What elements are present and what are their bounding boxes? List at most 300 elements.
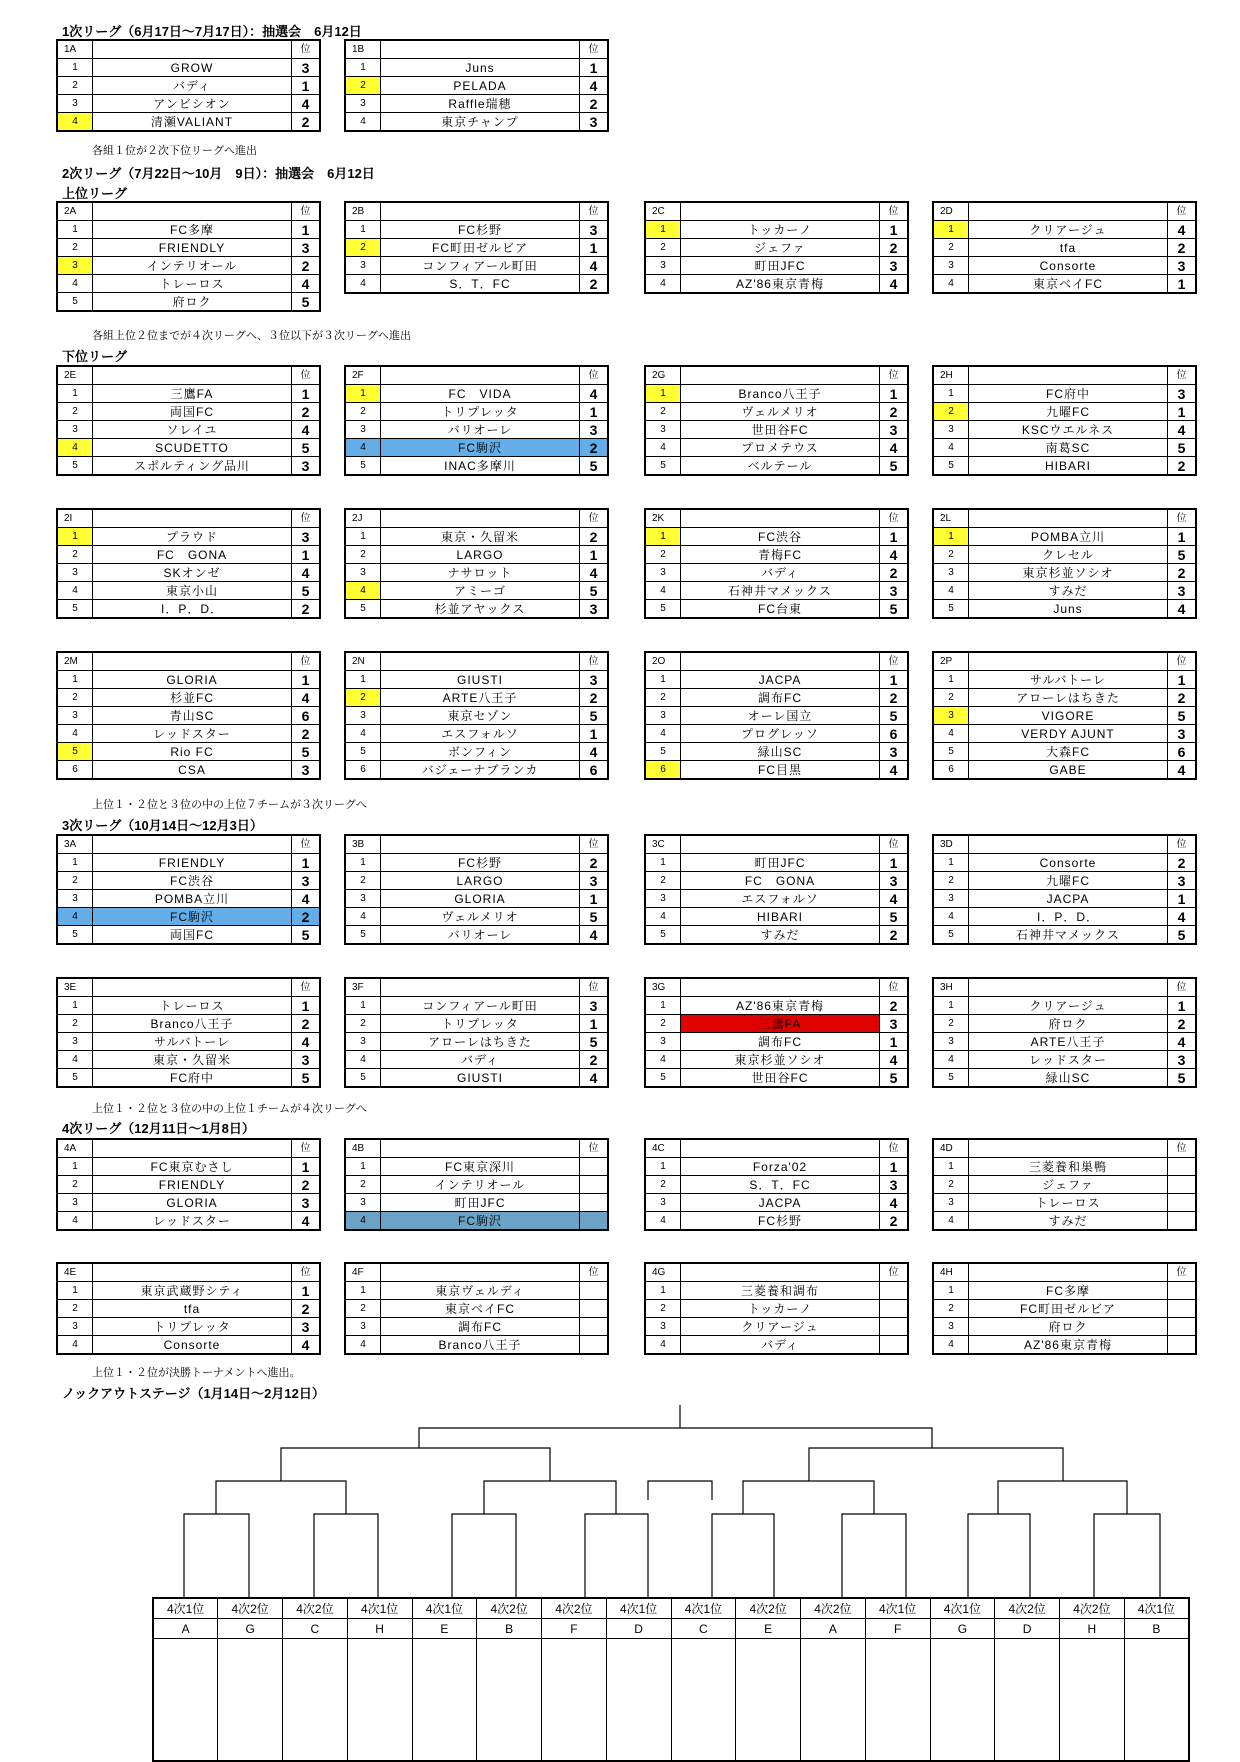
knockout-slot-team — [671, 1639, 736, 1762]
group-name: 3C — [645, 835, 681, 854]
team-name: ボンフィン — [381, 743, 580, 761]
team-name: FC多摩 — [969, 1282, 1168, 1300]
team-name: エスフォルソ — [681, 890, 880, 908]
team-name: FC GONA — [681, 872, 880, 890]
knockout-slot-group: H — [347, 1619, 412, 1639]
team-rank: 4 — [880, 761, 909, 780]
team-rank: 4 — [580, 257, 609, 275]
knockout-slot-rank: 4次1位 — [1124, 1598, 1189, 1619]
knockout-heading: ノックアウトステージ（1月14日〜2月12日） — [62, 1386, 325, 1401]
team-rank: 4 — [580, 385, 609, 403]
team-name: FRIENDLY — [93, 239, 292, 257]
team-name: ナサロット — [381, 564, 580, 582]
draw-number: 3 — [57, 257, 93, 275]
team-rank: 2 — [580, 528, 609, 546]
draw-number: 2 — [57, 77, 93, 95]
team-name: INAC多摩川 — [381, 457, 580, 476]
team-name: クリアージュ — [969, 221, 1168, 239]
team-name: トレーロス — [93, 997, 292, 1015]
team-rank: 1 — [292, 1158, 321, 1176]
team-rank: 4 — [880, 1194, 909, 1212]
group-name: 1A — [57, 40, 93, 59]
draw-number: 1 — [933, 997, 969, 1015]
team-rank: 1 — [1168, 671, 1197, 689]
team-rank: 3 — [1168, 582, 1197, 600]
knockout-slot-group: D — [995, 1619, 1060, 1639]
group-name: 3B — [345, 835, 381, 854]
draw-number: 1 — [933, 385, 969, 403]
team-rank: 5 — [1168, 707, 1197, 725]
rank-header: 位 — [880, 978, 909, 997]
team-rank: 3 — [880, 1176, 909, 1194]
draw-number: 4 — [57, 1051, 93, 1069]
draw-number: 3 — [345, 1033, 381, 1051]
knockout-slot-group: G — [218, 1619, 283, 1639]
team-name: プラウド — [93, 528, 292, 546]
team-name: トリプレッタ — [93, 1318, 292, 1336]
draw-number: 1 — [645, 671, 681, 689]
draw-number: 5 — [57, 457, 93, 476]
team-name: バディ — [93, 77, 292, 95]
knockout-slot-rank: 4次2位 — [801, 1598, 866, 1619]
draw-number: 5 — [645, 926, 681, 945]
draw-number: 3 — [57, 564, 93, 582]
team-name: レッドスター — [93, 725, 292, 743]
draw-number: 2 — [645, 239, 681, 257]
knockout-slot-rank: 4次2位 — [477, 1598, 542, 1619]
team-rank: 1 — [292, 671, 321, 689]
draw-number: 5 — [57, 600, 93, 619]
knockout-slot-team — [1124, 1639, 1189, 1762]
team-name: コンフィアール町田 — [381, 997, 580, 1015]
team-rank: 3 — [580, 671, 609, 689]
team-rank: 3 — [880, 872, 909, 890]
rank-header: 位 — [1168, 1263, 1197, 1282]
team-name: 世田谷FC — [681, 421, 880, 439]
draw-number: 3 — [645, 1318, 681, 1336]
draw-number: 1 — [57, 385, 93, 403]
rank-header: 位 — [1168, 978, 1197, 997]
team-name: HIBARI — [969, 457, 1168, 476]
team-rank: 2 — [880, 403, 909, 421]
team-name: エスフォルソ — [381, 725, 580, 743]
draw-number: 4 — [933, 1051, 969, 1069]
knockout-slot-rank: 4次2位 — [736, 1598, 801, 1619]
team-name: FC町田ゼルビア — [969, 1300, 1168, 1318]
team-name: AZ'86東京青梅 — [681, 275, 880, 294]
team-name: アミーゴ — [381, 582, 580, 600]
group-name: 2O — [645, 652, 681, 671]
draw-number: 2 — [57, 403, 93, 421]
team-rank: 6 — [880, 725, 909, 743]
draw-number: 3 — [645, 1194, 681, 1212]
team-name: サルバトーレ — [969, 671, 1168, 689]
draw-number: 4 — [57, 275, 93, 293]
team-rank: 5 — [292, 1069, 321, 1088]
draw-number: 4 — [345, 1051, 381, 1069]
rank-header: 位 — [292, 1263, 321, 1282]
draw-number: 3 — [57, 707, 93, 725]
draw-number: 1 — [645, 385, 681, 403]
team-name: SKオンゼ — [93, 564, 292, 582]
draw-number: 2 — [345, 77, 381, 95]
draw-number: 2 — [345, 1176, 381, 1194]
team-name: GIUSTI — [381, 1069, 580, 1088]
draw-number: 5 — [345, 457, 381, 476]
team-rank: 1 — [580, 1015, 609, 1033]
knockout-slot-rank: 4次1位 — [606, 1598, 671, 1619]
knockout-slot-rank: 4次2位 — [542, 1598, 607, 1619]
knockout-slot-team — [606, 1639, 671, 1762]
draw-number: 1 — [57, 528, 93, 546]
team-rank: 3 — [292, 761, 321, 780]
team-rank: 1 — [580, 725, 609, 743]
team-rank: 5 — [580, 707, 609, 725]
team-rank: 3 — [292, 528, 321, 546]
team-name: 府ロク — [93, 293, 292, 312]
rank-header: 位 — [292, 40, 321, 59]
team-name: S．T．FC — [381, 275, 580, 294]
rank-header: 位 — [580, 652, 609, 671]
draw-number: 5 — [57, 926, 93, 945]
team-name: 緑山SC — [681, 743, 880, 761]
team-name: インテリオール — [93, 257, 292, 275]
team-name: Consorte — [969, 257, 1168, 275]
draw-number: 3 — [57, 421, 93, 439]
team-name: 町田JFC — [381, 1194, 580, 1212]
team-name: レッドスター — [93, 1212, 292, 1231]
rank-header: 位 — [1168, 366, 1197, 385]
group-name: 1B — [345, 40, 381, 59]
team-name: レッドスター — [969, 1051, 1168, 1069]
team-rank: 3 — [1168, 1051, 1197, 1069]
team-name: Branco八王子 — [681, 385, 880, 403]
team-name: FC駒沢 — [93, 908, 292, 926]
group-name: 4F — [345, 1263, 381, 1282]
group-name: 2C — [645, 202, 681, 221]
team-rank: 2 — [1168, 457, 1197, 476]
group-name: 2B — [345, 202, 381, 221]
team-name: オーレ国立 — [681, 707, 880, 725]
team-rank: 4 — [880, 1051, 909, 1069]
team-rank: 5 — [292, 293, 321, 312]
draw-number: 1 — [57, 997, 93, 1015]
draw-number: 4 — [57, 908, 93, 926]
league4-note: 上位１・２位が決勝トーナメントへ進出。 — [92, 1367, 301, 1379]
draw-number: 3 — [645, 707, 681, 725]
group-name: 3H — [933, 978, 969, 997]
draw-number: 2 — [345, 1015, 381, 1033]
team-rank: 4 — [580, 743, 609, 761]
team-rank: 5 — [580, 1033, 609, 1051]
team-name: 府ロク — [969, 1015, 1168, 1033]
team-name: プログレッソ — [681, 725, 880, 743]
rank-header: 位 — [1168, 1139, 1197, 1158]
team-rank: 1 — [292, 221, 321, 239]
rank-header: 位 — [880, 1139, 909, 1158]
rank-header: 位 — [880, 202, 909, 221]
draw-number: 5 — [345, 743, 381, 761]
team-rank: 3 — [880, 421, 909, 439]
team-rank: 4 — [880, 890, 909, 908]
draw-number: 1 — [645, 854, 681, 872]
team-rank: 1 — [880, 1033, 909, 1051]
group-name: 4A — [57, 1139, 93, 1158]
team-name: すみだ — [681, 926, 880, 945]
team-rank: 1 — [292, 546, 321, 564]
draw-number: 5 — [933, 457, 969, 476]
team-rank: 5 — [580, 582, 609, 600]
team-name: 府ロク — [969, 1318, 1168, 1336]
team-name: S．T．FC — [681, 1176, 880, 1194]
team-rank: 5 — [580, 457, 609, 476]
team-rank: 4 — [580, 77, 609, 95]
team-name: 町田JFC — [681, 257, 880, 275]
team-name: CSA — [93, 761, 292, 780]
team-name: Consorte — [969, 854, 1168, 872]
draw-number: 4 — [645, 725, 681, 743]
team-name: トッカーノ — [681, 221, 880, 239]
team-rank: 2 — [292, 403, 321, 421]
knockout-slot-team — [736, 1639, 801, 1762]
rank-header: 位 — [292, 978, 321, 997]
group-name: 2F — [345, 366, 381, 385]
draw-number: 4 — [345, 908, 381, 926]
draw-number: 4 — [645, 1051, 681, 1069]
draw-number: 2 — [57, 546, 93, 564]
draw-number: 3 — [345, 1318, 381, 1336]
team-rank: 1 — [292, 1282, 321, 1300]
group-name: 2D — [933, 202, 969, 221]
draw-number: 5 — [645, 457, 681, 476]
draw-number: 4 — [345, 113, 381, 132]
team-name: FC台東 — [681, 600, 880, 619]
rank-header: 位 — [1168, 652, 1197, 671]
draw-number: 3 — [933, 564, 969, 582]
knockout-slot-team — [801, 1639, 866, 1762]
knockout-table — [152, 1597, 1190, 1762]
draw-number: 4 — [933, 1336, 969, 1355]
draw-number: 3 — [933, 421, 969, 439]
draw-number: 4 — [933, 1212, 969, 1231]
team-rank: 5 — [580, 908, 609, 926]
draw-number: 3 — [933, 257, 969, 275]
team-rank: 3 — [580, 221, 609, 239]
draw-number: 2 — [345, 872, 381, 890]
team-name: JACPA — [969, 890, 1168, 908]
team-name: Forza'02 — [681, 1158, 880, 1176]
draw-number: 3 — [345, 564, 381, 582]
draw-number: 3 — [345, 257, 381, 275]
draw-number: 1 — [645, 1282, 681, 1300]
draw-number: 5 — [933, 600, 969, 619]
draw-number: 6 — [57, 761, 93, 780]
team-rank: 5 — [880, 707, 909, 725]
draw-number: 5 — [933, 743, 969, 761]
team-name: Branco八王子 — [381, 1336, 580, 1355]
team-rank: 2 — [1168, 239, 1197, 257]
draw-number: 2 — [57, 689, 93, 707]
knockout-slot-team — [412, 1639, 477, 1762]
draw-number: 2 — [57, 1300, 93, 1318]
team-rank: 4 — [1168, 600, 1197, 619]
draw-number: 2 — [645, 872, 681, 890]
group-name: 2E — [57, 366, 93, 385]
team-name: tfa — [93, 1300, 292, 1318]
team-name: 東京杉並ソシオ — [681, 1051, 880, 1069]
team-rank: 3 — [580, 872, 609, 890]
team-name: ARTE八王子 — [381, 689, 580, 707]
group-name: 4H — [933, 1263, 969, 1282]
team-name: GIUSTI — [381, 671, 580, 689]
draw-number: 1 — [645, 221, 681, 239]
team-rank: 2 — [292, 725, 321, 743]
rank-header: 位 — [580, 835, 609, 854]
draw-number: 1 — [345, 1282, 381, 1300]
draw-number: 3 — [933, 890, 969, 908]
team-name: 東京ベイFC — [381, 1300, 580, 1318]
draw-number: 4 — [345, 1212, 381, 1231]
team-name: FC渋谷 — [681, 528, 880, 546]
league3-heading: 3次リーグ（10月14日〜12月3日） — [62, 818, 263, 833]
team-rank: 1 — [292, 77, 321, 95]
knockout-slot-team — [542, 1639, 607, 1762]
team-rank: 4 — [292, 1336, 321, 1355]
team-rank: 4 — [880, 439, 909, 457]
team-name: FC町田ゼルビア — [381, 239, 580, 257]
draw-number: 4 — [645, 582, 681, 600]
team-rank: 2 — [1168, 689, 1197, 707]
rank-header: 位 — [880, 652, 909, 671]
knockout-slot-team — [930, 1639, 995, 1762]
knockout-slot-group: B — [477, 1619, 542, 1639]
team-name: 調布FC — [681, 1033, 880, 1051]
team-rank: 2 — [880, 564, 909, 582]
team-name: アローレはちきた — [969, 689, 1168, 707]
team-name: PELADA — [381, 77, 580, 95]
team-name: サルバトーレ — [93, 1033, 292, 1051]
draw-number: 4 — [57, 439, 93, 457]
group-name: 3G — [645, 978, 681, 997]
rank-header: 位 — [580, 202, 609, 221]
draw-number: 3 — [345, 1194, 381, 1212]
group-name: 4E — [57, 1263, 93, 1282]
team-name: 世田谷FC — [681, 1069, 880, 1088]
team-name: トリプレッタ — [381, 1015, 580, 1033]
draw-number: 2 — [933, 872, 969, 890]
team-name: KSCウエルネス — [969, 421, 1168, 439]
team-name: 調布FC — [681, 689, 880, 707]
team-name: I．P．D． — [93, 600, 292, 619]
team-rank: 1 — [1168, 275, 1197, 294]
draw-number: 3 — [57, 1318, 93, 1336]
team-name: 石神井マメックス — [969, 926, 1168, 945]
team-name: FC渋谷 — [93, 872, 292, 890]
team-name: ヴェルメリオ — [681, 403, 880, 421]
team-rank: 1 — [880, 221, 909, 239]
team-name: 東京・久留米 — [381, 528, 580, 546]
draw-number: 2 — [345, 403, 381, 421]
team-rank: 5 — [880, 1069, 909, 1088]
group-name: 4C — [645, 1139, 681, 1158]
knockout-slot-group: H — [1060, 1619, 1125, 1639]
team-name: Raffle瑞穂 — [381, 95, 580, 113]
draw-number: 3 — [345, 421, 381, 439]
team-rank: 4 — [292, 564, 321, 582]
group-name: 3D — [933, 835, 969, 854]
draw-number: 5 — [57, 743, 93, 761]
team-name: FC GONA — [93, 546, 292, 564]
team-name: 杉並アヤックス — [381, 600, 580, 619]
knockout-slot-group: A — [801, 1619, 866, 1639]
team-name: クリアージュ — [969, 997, 1168, 1015]
team-rank: 3 — [1168, 385, 1197, 403]
draw-number: 1 — [933, 221, 969, 239]
draw-number: 3 — [645, 421, 681, 439]
draw-number: 3 — [57, 1033, 93, 1051]
draw-number: 2 — [645, 1015, 681, 1033]
knockout-slot-rank: 4次1位 — [930, 1598, 995, 1619]
knockout-slot-team — [283, 1639, 348, 1762]
team-name: FC東京深川 — [381, 1158, 580, 1176]
team-name: 南葛SC — [969, 439, 1168, 457]
draw-number: 4 — [645, 1212, 681, 1231]
draw-number: 3 — [57, 95, 93, 113]
knockout-slot-rank: 4次2位 — [995, 1598, 1060, 1619]
team-rank: 2 — [292, 1176, 321, 1194]
team-rank: 2 — [880, 239, 909, 257]
rank-header: 位 — [880, 509, 909, 528]
team-name: FC多摩 — [93, 221, 292, 239]
team-rank: 5 — [1168, 546, 1197, 564]
team-name: 両国FC — [93, 926, 292, 945]
team-rank: 5 — [880, 908, 909, 926]
team-rank: 5 — [292, 926, 321, 945]
team-rank: 1 — [880, 528, 909, 546]
draw-number: 1 — [345, 1158, 381, 1176]
team-rank: 3 — [880, 743, 909, 761]
knockout-slot-team — [1060, 1639, 1125, 1762]
team-rank: 4 — [292, 275, 321, 293]
team-name: VERDY AJUNT — [969, 725, 1168, 743]
league2-heading: 2次リーグ（7月22日〜10月 9日）：抽選会 6月12日 — [62, 166, 375, 181]
rank-header: 位 — [292, 366, 321, 385]
team-name: FC東京むさし — [93, 1158, 292, 1176]
team-name: LARGO — [381, 546, 580, 564]
team-rank: 3 — [292, 59, 321, 77]
team-rank: 2 — [580, 275, 609, 294]
draw-number: 2 — [933, 1015, 969, 1033]
draw-number: 1 — [345, 671, 381, 689]
team-name: 清瀬VALIANT — [93, 113, 292, 132]
group-name: 4B — [345, 1139, 381, 1158]
knockout-slot-group: E — [412, 1619, 477, 1639]
group-name: 2G — [645, 366, 681, 385]
draw-number: 1 — [57, 1282, 93, 1300]
knockout-slot-team — [865, 1639, 930, 1762]
team-name: 町田JFC — [681, 854, 880, 872]
team-rank: 3 — [580, 600, 609, 619]
league3-note: 上位１・２位と３位の中の上位１チームが４次リーグへ — [92, 1103, 367, 1115]
team-name: 九曜FC — [969, 403, 1168, 421]
team-name: SCUDETTO — [93, 439, 292, 457]
draw-number: 2 — [645, 1300, 681, 1318]
rank-header: 位 — [292, 1139, 321, 1158]
knockout-slot-rank: 4次2位 — [1060, 1598, 1125, 1619]
draw-number: 4 — [345, 582, 381, 600]
team-name: バジェーナブランカ — [381, 761, 580, 780]
draw-number: 3 — [933, 1033, 969, 1051]
